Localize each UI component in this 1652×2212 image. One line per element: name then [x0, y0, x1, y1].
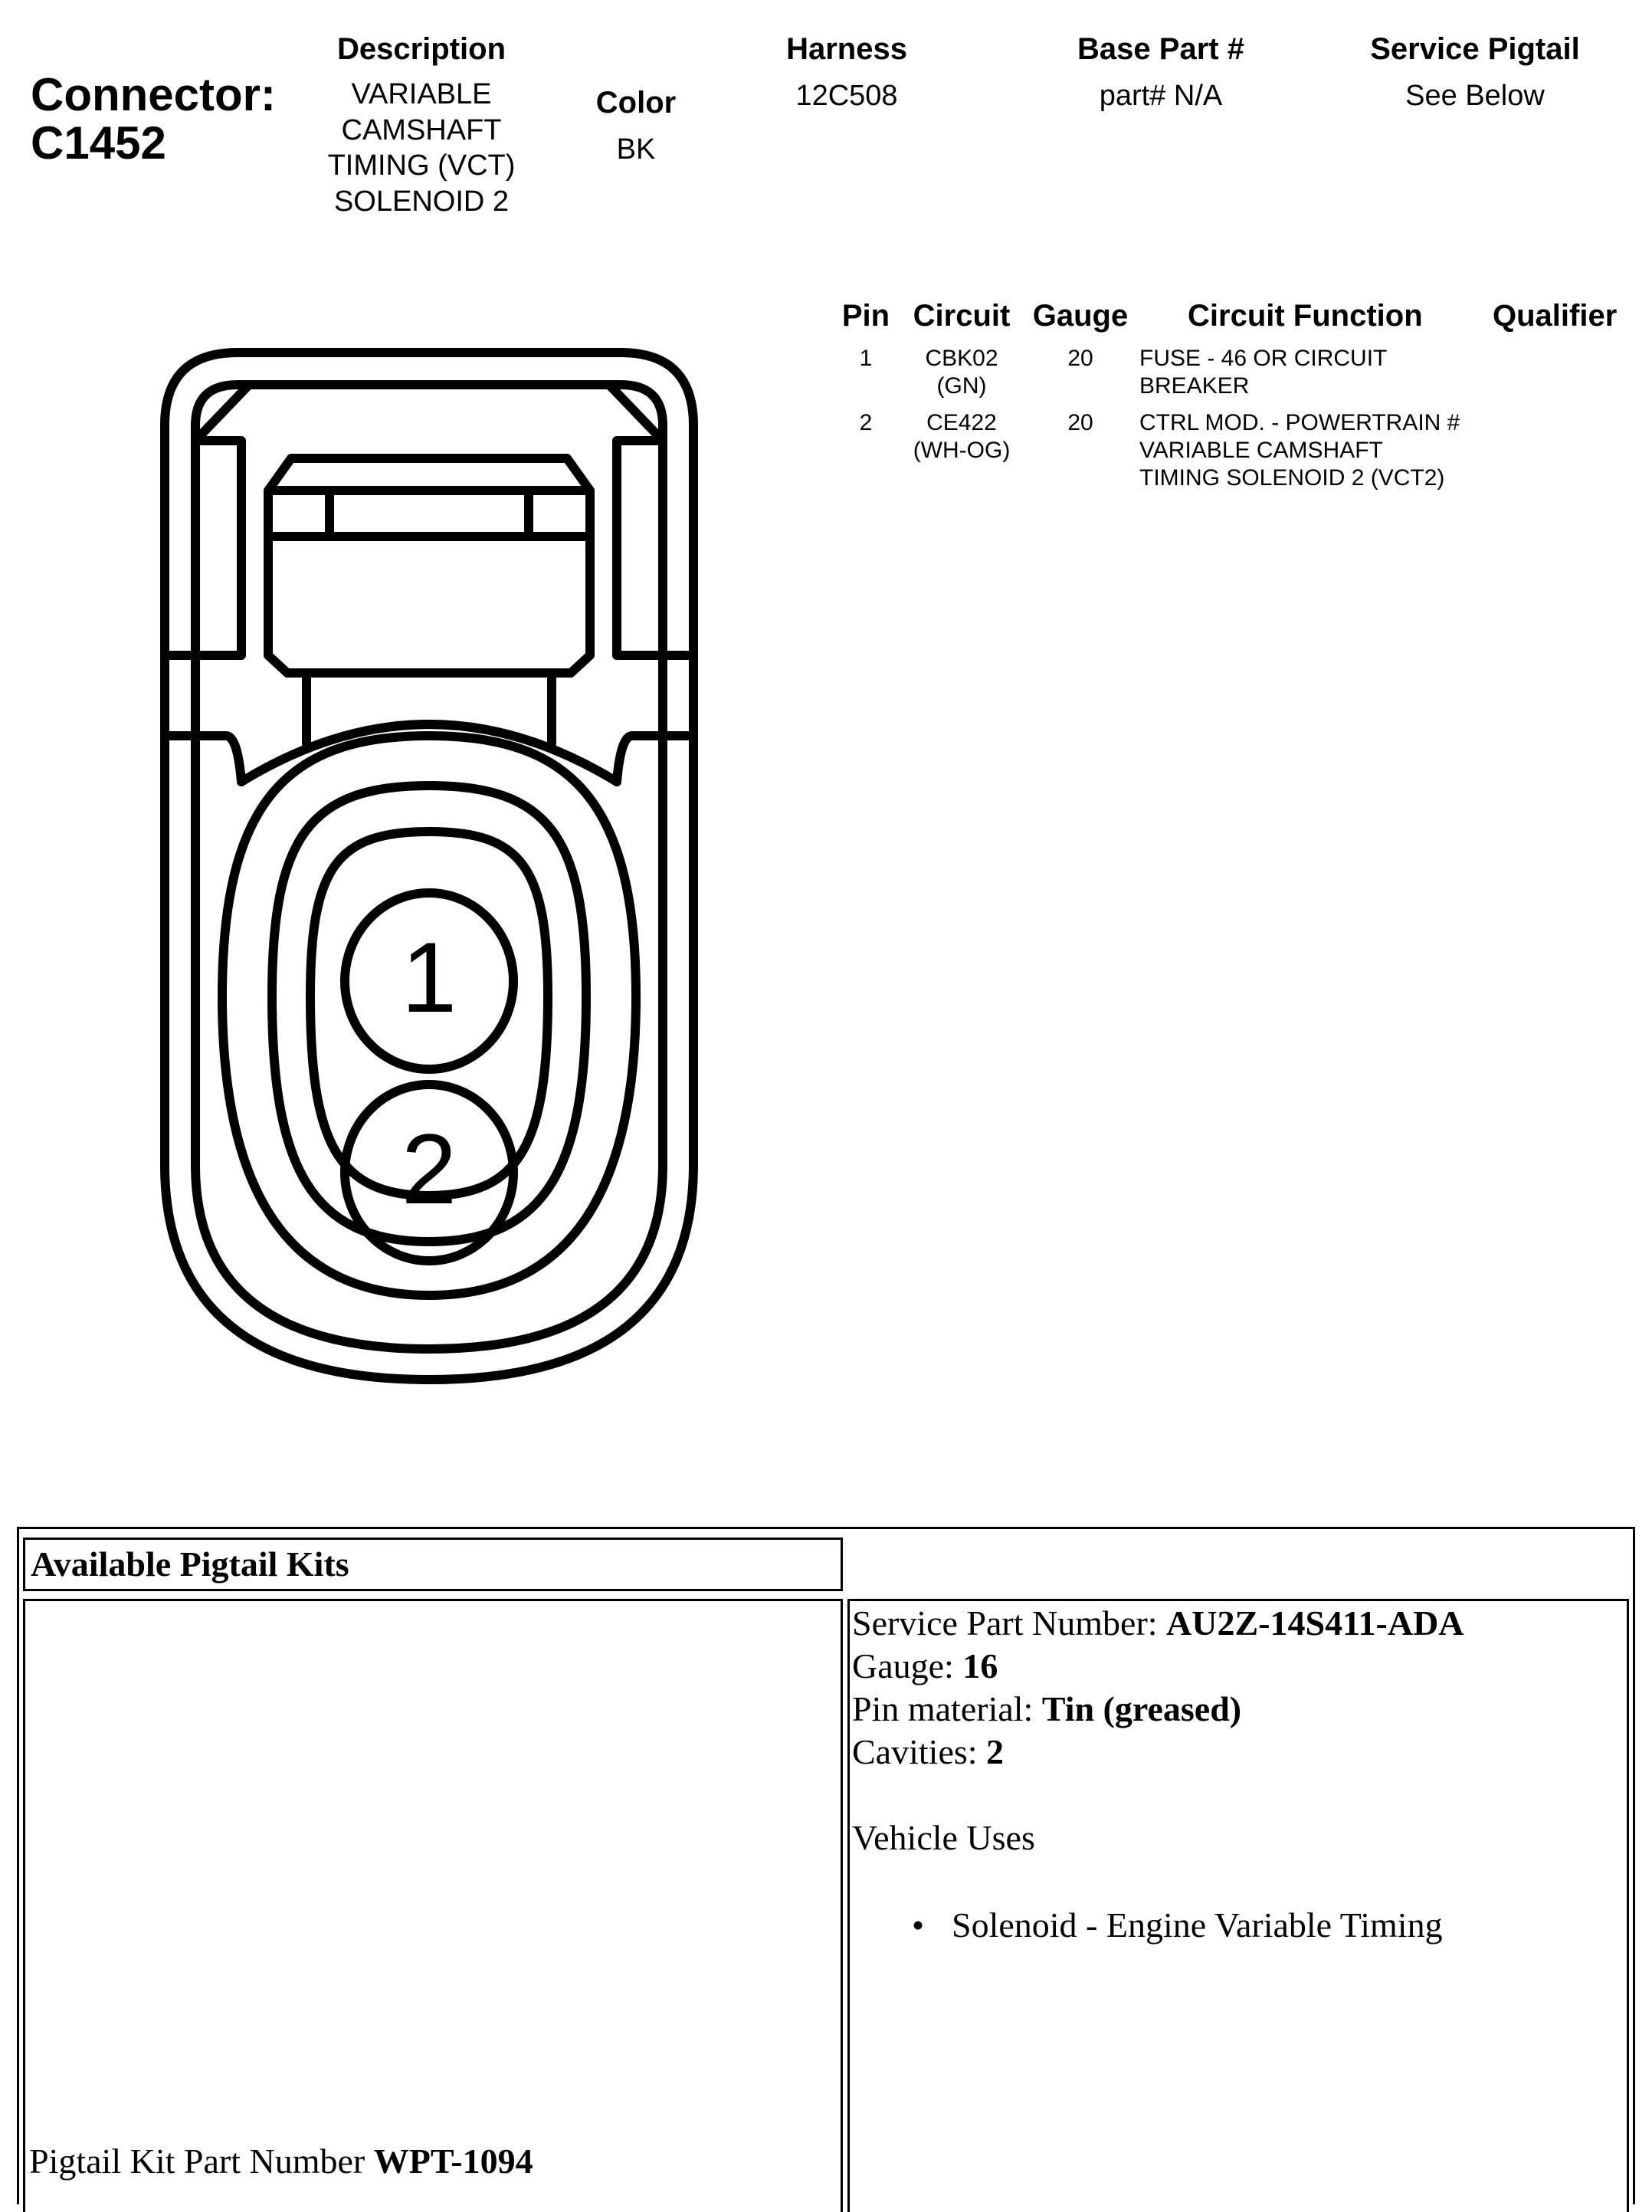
gauge-line [852, 1645, 1618, 1688]
vehicle-uses-label: Vehicle Uses [852, 1818, 1035, 1857]
base-part-value: part# N/A [1099, 80, 1223, 112]
harness-title: Harness [786, 32, 907, 66]
circuit-function-header: Circuit Function [1188, 299, 1423, 333]
circuit-header: Circuit [913, 299, 1011, 333]
pin-material-line [852, 1688, 1618, 1731]
function-line: VARIABLE CAMSHAFT [1139, 438, 1383, 463]
list-item: • Solenoid - Engine Variable Timing [912, 1904, 1618, 1947]
gauge-header: Gauge [1032, 299, 1129, 333]
service-part-value: AU2Z-14S411-ADA [1166, 1603, 1464, 1643]
pin-material-value: Tin (greased) [1041, 1689, 1242, 1728]
service-part-label: Service Part Number: [852, 1603, 1158, 1643]
pin-1-label: 1 [401, 921, 457, 1033]
qualifier-header: Qualifier [1493, 299, 1618, 333]
circuit-function-cell [1139, 345, 1492, 400]
gauge-cell: 20 [1067, 410, 1093, 435]
service-pigtail-value: See Below [1405, 80, 1545, 112]
pin-header: Pin [841, 299, 890, 333]
circuit-color: (WH-OG) [913, 438, 1011, 463]
base-part-title: Base Part # [1077, 32, 1244, 66]
connector-heading [31, 71, 276, 167]
circuit-id: CBK02 [925, 346, 998, 371]
connector-label: Connector: [31, 69, 276, 120]
service-part-line [852, 1602, 1618, 1645]
function-line: FUSE - 46 OR CIRCUIT [1139, 346, 1388, 371]
cavities-label: Cavities: [852, 1732, 978, 1771]
pin-material-label: Pin material: [852, 1689, 1034, 1728]
pin-number: 1 [859, 346, 873, 371]
gauge-value: 16 [962, 1646, 998, 1685]
function-line: BREAKER [1139, 373, 1250, 399]
pigtail-kit-left-panel [23, 1599, 843, 2212]
cavities-line [852, 1731, 1618, 1774]
description-value [291, 77, 552, 220]
vehicle-uses-list [912, 1904, 1618, 1947]
pigtail-kits-title: Available Pigtail Kits [31, 1544, 349, 1584]
description-line: SOLENOID 2 [333, 185, 510, 218]
harness-value: 12C508 [795, 80, 898, 112]
circuit-cell [900, 345, 1023, 400]
circuit-cell [900, 409, 1023, 464]
color-title: Color [595, 86, 677, 120]
gauge-label: Gauge: [852, 1646, 954, 1685]
color-value: BK [616, 133, 656, 166]
pigtail-kit-number-line [29, 2140, 533, 2183]
circuit-function-cell [1139, 409, 1492, 492]
pin-number: 2 [859, 410, 873, 435]
service-part-details [852, 1602, 1618, 1947]
description-line: TIMING (VCT) [327, 149, 516, 182]
pigtail-kit-label: Pigtail Kit Part Number [29, 2141, 365, 2181]
description-line: CAMSHAFT [341, 113, 502, 146]
description-title: Description [336, 32, 506, 66]
connector-face-diagram [153, 337, 705, 1426]
pigtail-kit-number: WPT-1094 [373, 2141, 533, 2181]
circuit-color: (GN) [936, 373, 987, 399]
gauge-cell: 20 [1067, 346, 1093, 371]
pin-2-label: 2 [401, 1113, 457, 1225]
function-line: TIMING SOLENOID 2 (VCT2) [1139, 465, 1445, 491]
cavities-value: 2 [986, 1732, 1005, 1771]
description-line: VARIABLE [351, 78, 492, 110]
service-pigtail-title: Service Pigtail [1370, 32, 1580, 66]
function-line: CTRL MOD. - POWERTRAIN # [1139, 410, 1460, 435]
circuit-id: CE422 [926, 410, 997, 435]
connector-id: C1452 [31, 117, 166, 169]
